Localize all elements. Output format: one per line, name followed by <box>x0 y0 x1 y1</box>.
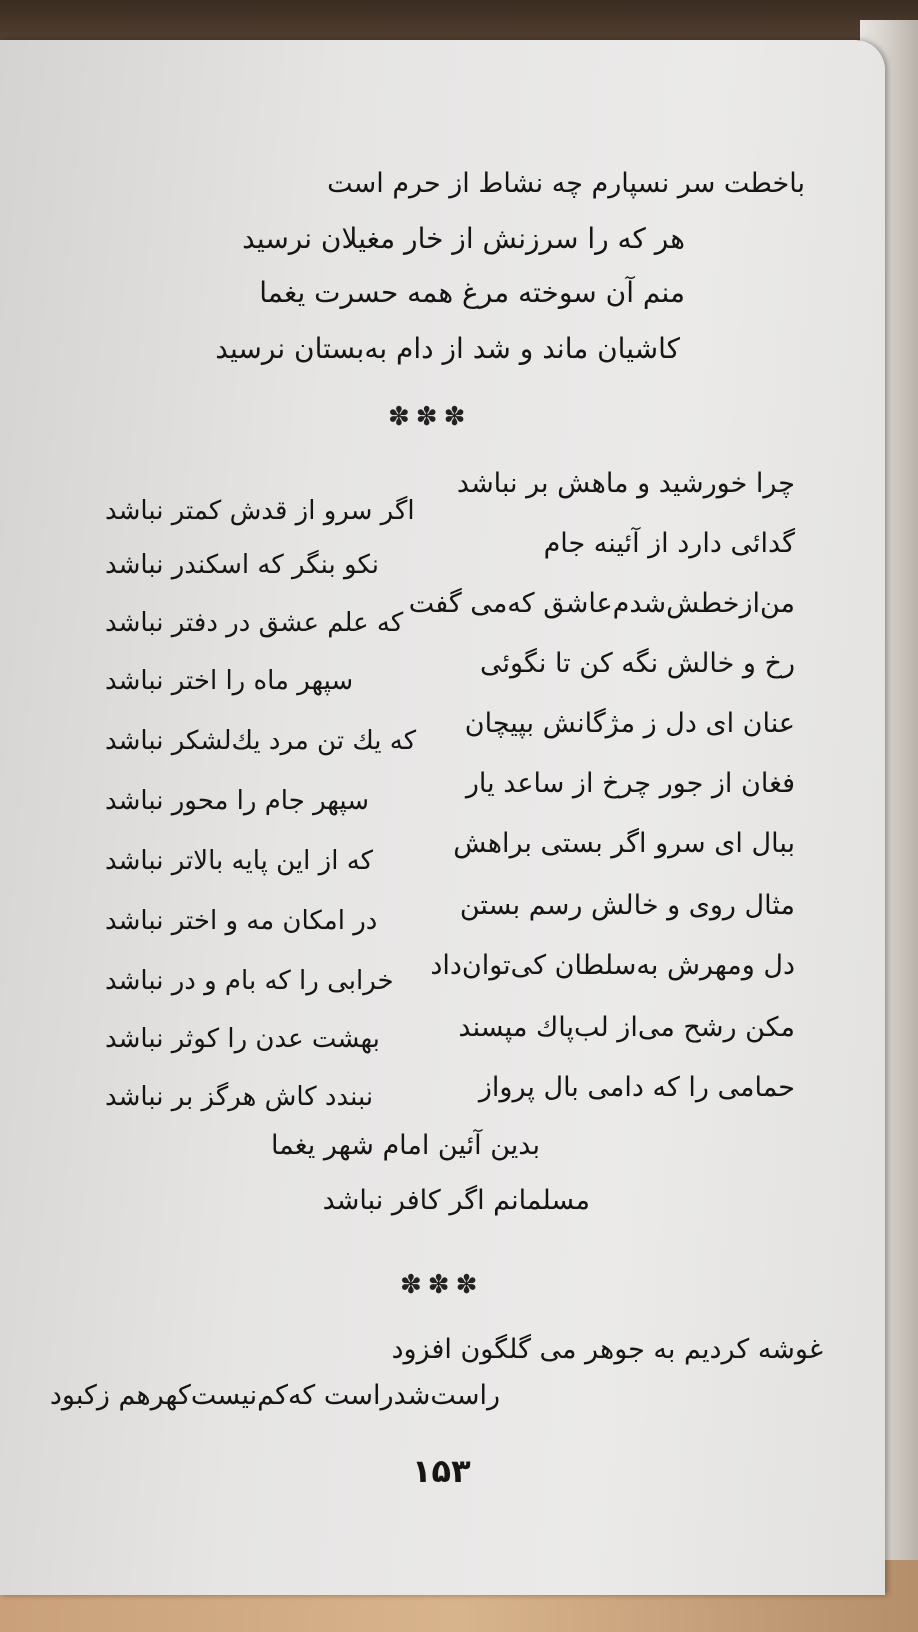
verse-separator-1: ✽✽✽ <box>388 402 472 432</box>
couplet-1-left: اگر سرو از قدش کمتر نباشد <box>105 496 415 526</box>
couplet-10-left: بهشت عدن را کوثر نباشد <box>105 1024 380 1054</box>
couplet-6-left: سپهر جام را محور نباشد <box>105 786 370 816</box>
couplet-9-right: دل ومهرش به‌سلطان کی‌توان‌داد <box>430 950 795 981</box>
couplet-1-right: چرا خورشید و ماهش بر نباشد <box>456 468 795 499</box>
couplet-2-right: گدائی دارد از آئینه جام <box>543 528 795 559</box>
couplet-6-right: فغان از جور چرخ از ساعد یار <box>465 768 795 799</box>
couplet-8-right: مثال روی و خالش رسم بستن <box>459 890 795 921</box>
book-page <box>0 40 885 1595</box>
couplet-5-left: که یك تن مرد یك‌لشکر نباشد <box>105 726 417 756</box>
couplet-11-right: حمامی را که دامی بال پرواز <box>478 1072 795 1103</box>
couplet-8-left: در امکان مه و اختر نباشد <box>105 906 378 936</box>
intro-line-4: کاشیان ماند و شد از دام به‌بستان نرسید <box>215 332 680 365</box>
final-line-1: غوشه کردیم به جوهر می گلگون افزود <box>391 1334 823 1365</box>
couplet-7-left: که از این پایه بالاتر نباشد <box>105 846 374 876</box>
intro-line-1: باخطت سر نسپارم چه نشاط از حرم است <box>327 168 805 199</box>
intro-line-2: هر که را سرزنش از خار مغیلان نرسید <box>242 222 685 255</box>
closing-line-1: بدین آئین امام شهر یغما <box>270 1130 540 1161</box>
page-number: ۱۵۳ <box>412 1452 471 1490</box>
couplet-3-left: که علم عشق در دفتر نباشد <box>105 608 404 638</box>
couplet-10-right: مکن رشح می‌از لب‌پاك مپسند <box>458 1012 795 1043</box>
couplet-11-left: نبندد کاش هرگز بر نباشد <box>105 1082 374 1112</box>
couplet-9-left: خرابی را که بام و در نباشد <box>105 966 394 996</box>
final-line-2: راست‌شدراست که‌کم‌نیست‌کهرهم زکبود <box>49 1380 500 1411</box>
couplet-5-right: عنان ای دل ز مژگانش بپیچان <box>464 708 795 739</box>
verse-separator-2: ✽✽✽ <box>400 1270 484 1300</box>
couplet-2-left: نکو بنگر که اسکندر نباشد <box>105 550 380 580</box>
closing-line-2: مسلمانم اگر کافر نباشد <box>322 1185 590 1216</box>
couplet-4-left: سپهر ماه را اختر نباشد <box>105 666 354 696</box>
couplet-3-right: من‌از‌خطش‌شدم‌عاشق که‌می گفت <box>408 588 795 619</box>
couplet-7-right: ببال ای سرو اگر بستی براهش <box>453 828 795 859</box>
couplet-4-right: رخ و خالش نگه کن تا نگوئی <box>479 648 795 679</box>
intro-line-3: منم آن سوخته مرغ همه حسرت یغما <box>259 276 685 309</box>
